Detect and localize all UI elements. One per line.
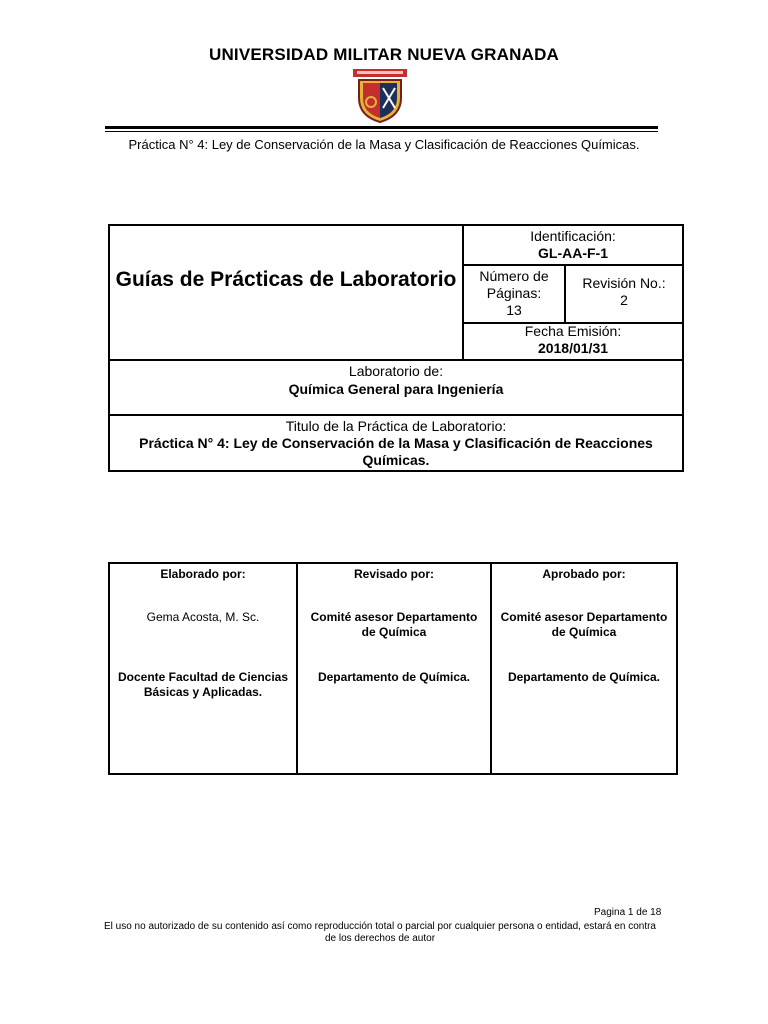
university-name: UNIVERSIDAD MILITAR NUEVA GRANADA [208,45,560,64]
elaborado-role: Docente Facultad de Ciencias Básicas y Aplicadas. [117,670,289,699]
paginas-value: 13 [506,302,522,318]
signatures-table [108,562,678,775]
header-rule [105,126,658,129]
titulo-label: Titulo de la Práctica de Laboratorio: [285,418,507,434]
revisado-role: Departamento de Química. [317,670,471,684]
fecha-value: 2018/01/31 [537,340,609,356]
paginas-label: Número de Páginas: [479,268,549,301]
signature-column-aprobado [492,564,676,773]
fecha-label: Fecha Emisión: [524,323,622,339]
revision-label: Revisión No.: [582,275,666,291]
elaborado-name: Gema Acosta, M. Sc. [146,610,260,624]
revisado-name: Comité asesor Departamento de Química [310,610,478,639]
page-number: Pagina 1 de 18 [594,907,662,918]
revision-value: 2 [620,292,628,308]
aprobado-header: Aprobado por: [542,567,626,581]
header-rule-thin [105,131,658,132]
signature-column-elaborado [110,564,296,773]
revisado-header: Revisado por: [353,567,434,581]
guide-metadata-table [108,224,684,472]
laboratorio-label: Laboratorio de: [348,363,444,379]
elaborado-header: Elaborado por: [160,567,246,581]
practice-subtitle: Práctica N° 4: Ley de Conservación de la Masa y Clasificación de Reacciones Químicas. [128,137,640,152]
aprobado-name: Comité asesor Departamento de Química [500,610,668,639]
laboratorio-value: Química General para Ingeniería [288,381,504,397]
identificacion-value: GL-AA-F-1 [538,245,608,261]
copyright-notice: El uso no autorizado de su contenido así como reproducción total o parcial por cualquier persona o entidad, estará en contra de los derechos de autor [103,921,656,944]
guides-title: Guías de Prácticas de Laboratorio [115,268,457,291]
identificacion-label: Identificación: [530,228,616,244]
university-crest-icon [349,68,411,124]
signature-column-revisado [298,564,490,773]
titulo-value: Práctica N° 4: Ley de Conservación de la Masa y Clasificación de Reacciones Químicas. [139,435,653,468]
aprobado-role: Departamento de Química. [507,670,661,684]
